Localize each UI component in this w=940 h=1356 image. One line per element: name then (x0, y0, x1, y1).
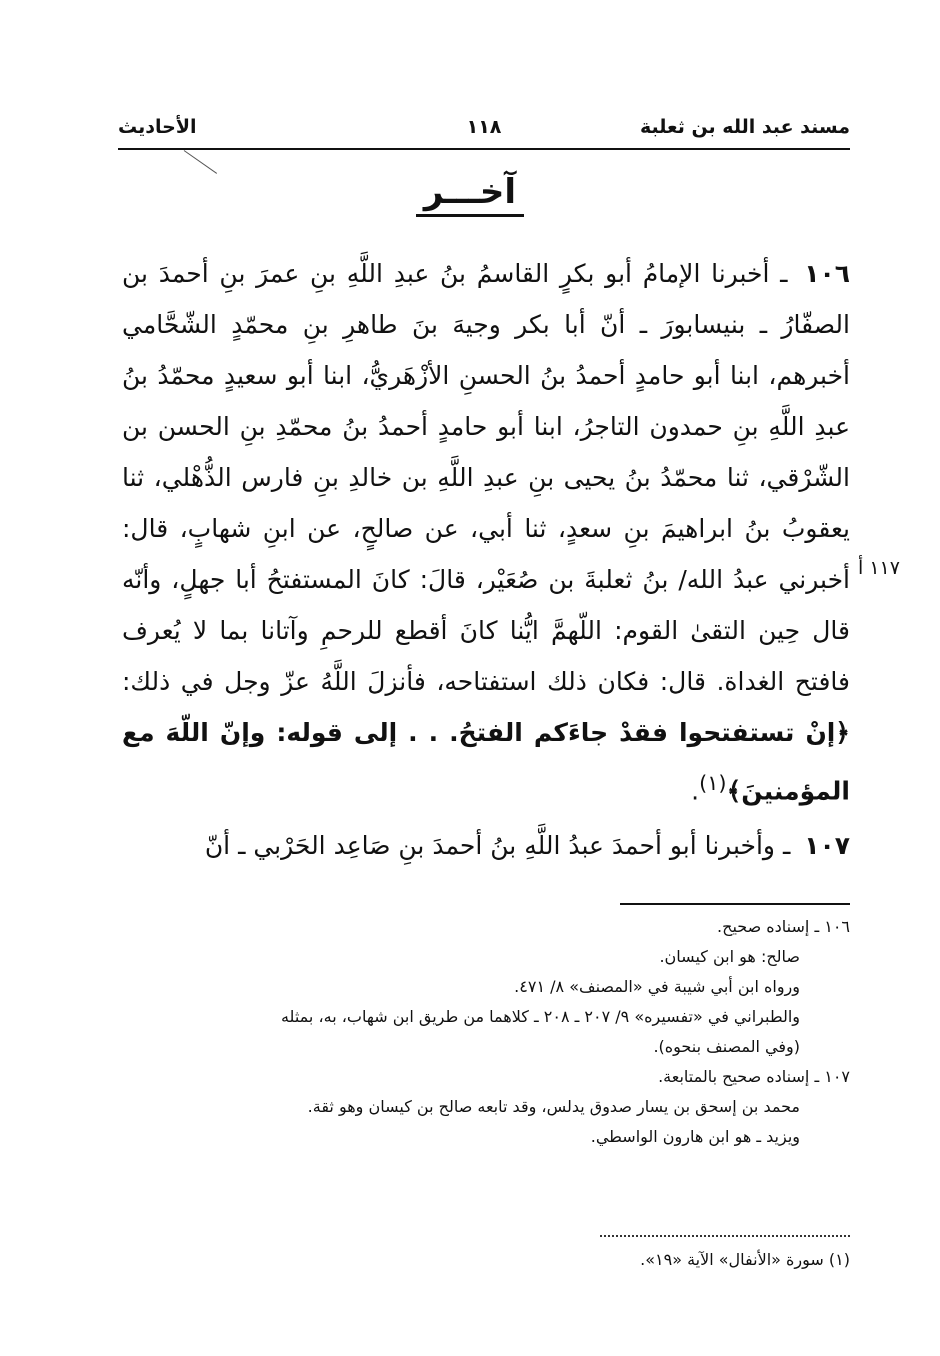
footnote-ref: (١) (699, 771, 727, 795)
note-line: (وفي المصنف بنحوه). (653, 1037, 800, 1056)
section-title (0, 172, 940, 217)
note-line: صالح: هو ابن كيسان. (659, 947, 800, 966)
note-line: ١٠٧ ـ إسناده صحيح بالمتابعة. (658, 1067, 850, 1086)
note-line: محمد بن إسحق بن يسار صدوق يدلس، وقد تابعه صالح بن كيسان وهو ثقة. (307, 1097, 800, 1116)
hadith-text: ـ وأخبرنا أبو أحمدَ عبدُ اللَّهِ بنُ أحمدَ بنِ صَاعِد الحَرْبي ـ أنّ (204, 831, 791, 861)
hadith-text: ـ أخبرنا الإمامُ أبو بكرٍ القاسمُ بنُ عبدِ اللَّهِ بنِ عمرَ بنِ أحمدَ بن الصفّارُ ـ بنيسابورَ ـ أنّ أبا بكر وجيهَ بنَ طاهرِ بنِ محمّدٍ الشّحَّامي أخبرهم، ابنا أبو حامدٍ أحمدُ بنُ الحسنِ الأزْهَريُّ، ابنا أبو سعيدٍ محمّدُ بنُ عبدِ اللَّهِ بنِ حمدون التاجرُ، ابنا أبو حامدٍ أحمدُ بنُ محمّدِ بنِ الحسن بن الشّرْقي، ثنا محمّدُ بنُ يحيى بنِ عبدِ اللَّهِ بن خالدِ بنِ فارس الذُّهْلي، ثنا يعقوبُ بنُ ابراهيمَ بنِ سعدٍ، ثنا أبي، عن صالحٍ، عن ابنِ شهابٍ، قال: أخبرني عبدُ الله/ بنُ ثعلبةَ بن صُعَيْر، قالَ: كانَ المستفتحُ أبا جهلٍ، وأنّه قال حِين التقىٰ القوم: اللّهمَّ ايُّنا كانَ أقطع للرحمِ وآتانا بما لا يُعرف فافتح الغداة. قال: فكان ذلك استفتاحه، فأنزلَ اللَّهُ عزّ وجل في ذلك: (122, 259, 850, 696)
scan-mark (184, 150, 217, 174)
note-line: والطبراني في «تفسيره» ٩/ ٢٠٧ ـ ٢٠٨ ـ كلاهما من طريق ابن شهاب، به، بمثله (280, 1007, 800, 1026)
note-line: ويزيد ـ هو ابن هارون الواسطي. (590, 1127, 800, 1146)
book-title: مسند عبد الله بن ثعلبة (639, 116, 850, 138)
footnote-divider (600, 1235, 850, 1237)
footnote: (١) سورة «الأنفال» الآية «١٩». (640, 1250, 850, 1269)
hadith-106 (122, 248, 850, 816)
notes-divider (620, 903, 850, 905)
note-line: ١٠٦ ـ إسناده صحيح. (717, 917, 850, 936)
main-text (122, 248, 850, 875)
page-header (118, 112, 850, 150)
hadith-number: ١٠٧ (804, 831, 850, 861)
section-title-text: آخـــر (416, 172, 524, 217)
commentary-notes (122, 912, 850, 1152)
section-name: الأحاديث (118, 116, 197, 138)
margin-page-note: ١١٧ أ (858, 557, 900, 579)
hadith-end: . (691, 776, 700, 806)
quran-quote: ﴿إنْ تستفتحوا فقدْ جاءَكم الفتحُ. . . إلى قوله: وإنّ اللّهَ مع المؤمنينَ﴾ (122, 718, 850, 806)
note-line: ورواه ابن أبي شيبة في «المصنف» ٨/ ٤٧١. (514, 977, 800, 996)
page-number: ١١٨ (466, 116, 502, 138)
hadith-number: ١٠٦ (804, 259, 850, 288)
hadith-107 (122, 820, 850, 871)
